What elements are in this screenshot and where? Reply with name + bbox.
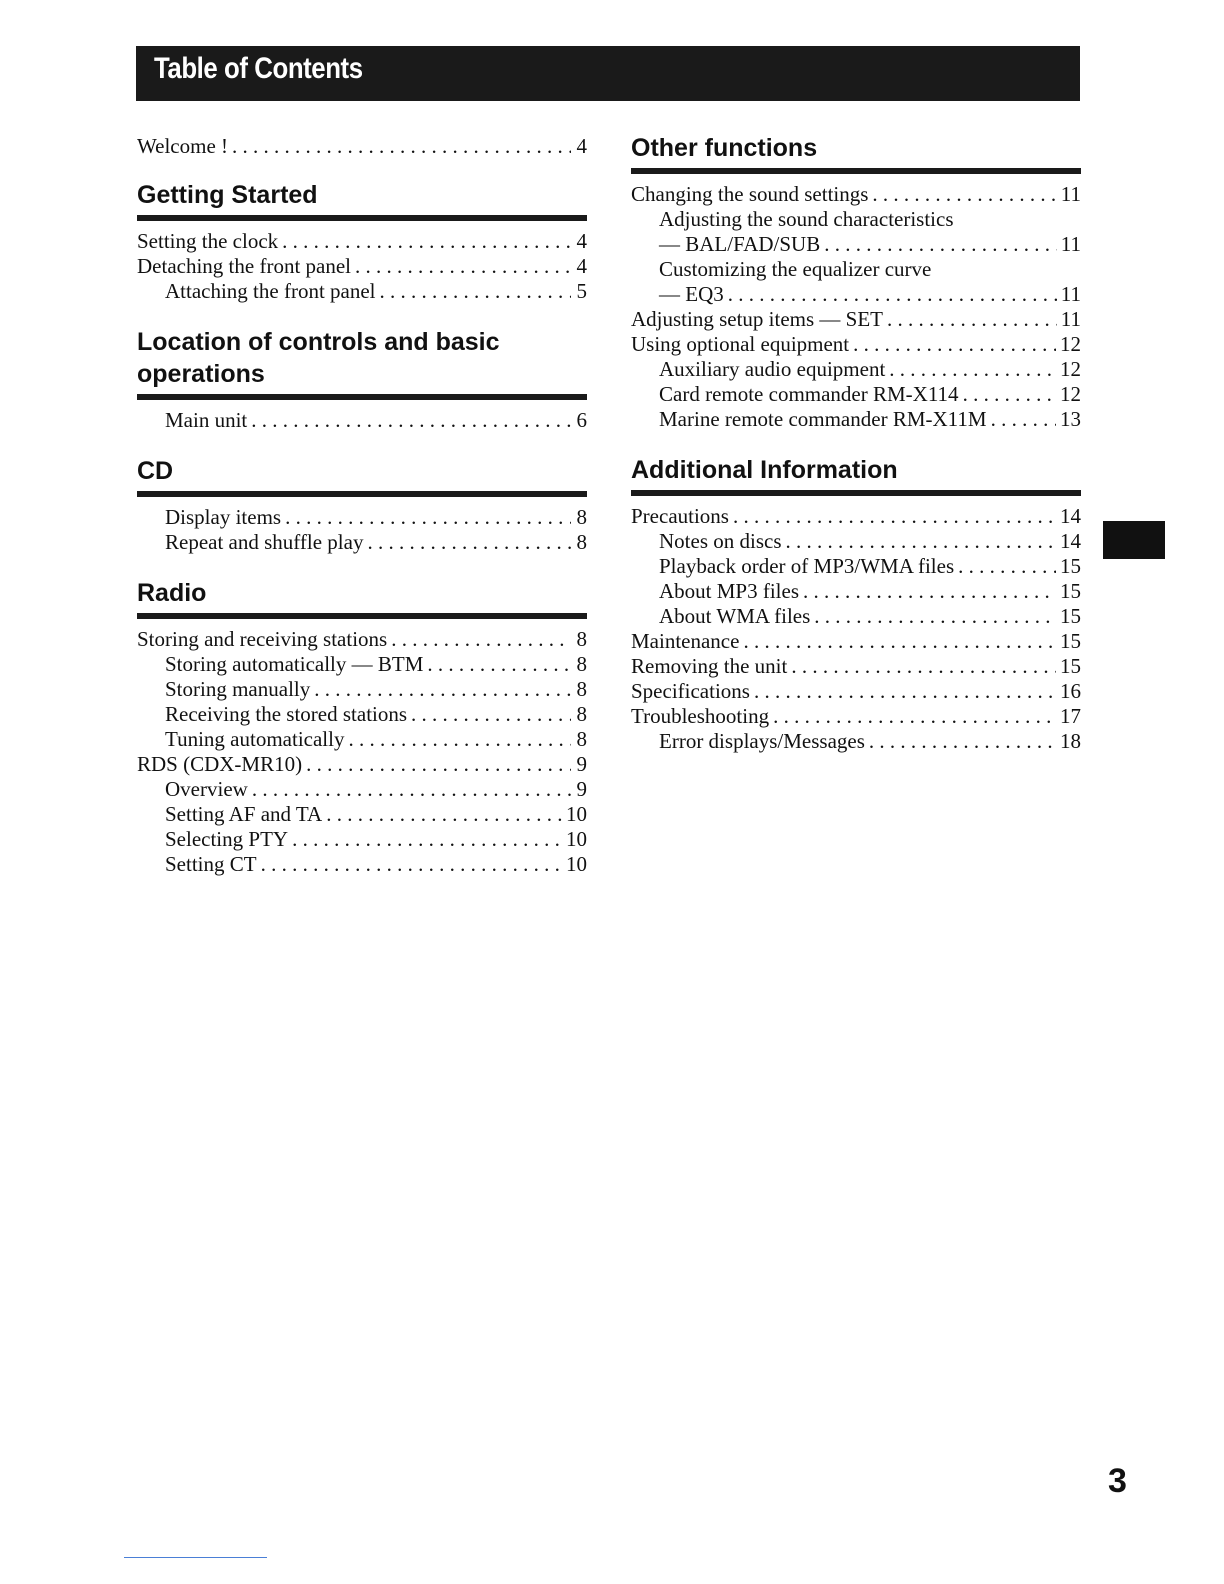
toc-entry-page: 8 (576, 652, 587, 676)
toc-entry-title: Error displays/Messages (659, 729, 865, 753)
toc-entry[interactable] (631, 182, 1081, 207)
toc-entry-page: 4 (576, 134, 587, 158)
toc-entry-title: About MP3 files (659, 579, 800, 603)
leader-dots (380, 279, 571, 304)
toc-entry[interactable] (137, 279, 587, 304)
toc-entry[interactable] (631, 357, 1081, 382)
leader-dots (773, 704, 1056, 729)
toc-entry-page: 18 (1060, 729, 1081, 753)
toc-entry-title: Display items (165, 505, 282, 529)
toc-entry-page: 14 (1060, 504, 1081, 528)
toc-right-column (631, 132, 1081, 776)
toc-entry-page: 17 (1060, 704, 1081, 728)
toc-entry[interactable] (137, 408, 587, 433)
toc-entry[interactable] (137, 752, 587, 777)
leader-dots (367, 530, 571, 555)
toc-entry-welcome[interactable] (137, 134, 587, 159)
toc-section (137, 179, 587, 304)
toc-entry[interactable] (137, 229, 587, 254)
section-heading: Additional Information (631, 454, 1081, 496)
toc-entry[interactable] (137, 652, 587, 677)
toc-entry[interactable] (137, 777, 587, 802)
toc-entry-title: — EQ3 (659, 282, 724, 306)
leader-dots (306, 752, 571, 777)
toc-entry-page: 10 (566, 852, 587, 876)
toc-section (137, 326, 587, 433)
toc-entry-title: Playback order of MP3/WMA files (659, 554, 955, 578)
leader-dots (326, 802, 562, 827)
toc-entry[interactable] (631, 554, 1081, 579)
toc-entry[interactable] (137, 677, 587, 702)
toc-entry[interactable] (137, 727, 587, 752)
toc-entry-title: — BAL/FAD/SUB (659, 232, 821, 256)
toc-entry-page: 8 (576, 702, 587, 726)
toc-entry-title: Detaching the front panel (137, 254, 351, 278)
toc-entry[interactable] (631, 679, 1081, 704)
toc-entry[interactable] (137, 852, 587, 877)
toc-entry-title: Main unit (165, 408, 248, 432)
footer-rule (124, 1557, 267, 1558)
toc-entry-title: Notes on discs (659, 529, 782, 553)
toc-entry-page: 13 (1060, 407, 1081, 431)
leader-dots (991, 407, 1056, 432)
toc-entry[interactable] (631, 207, 1081, 232)
toc-entry-page: 15 (1060, 604, 1081, 628)
leader-dots (261, 852, 562, 877)
toc-entry-title: Precautions (631, 504, 729, 528)
toc-entry-title: Adjusting the sound characteristics (659, 207, 954, 231)
section-heading: Location of controls and basic operations (137, 326, 587, 400)
toc-entry-page: 15 (1060, 654, 1081, 678)
leader-dots (743, 629, 1056, 654)
toc-entry-title: Specifications (631, 679, 750, 703)
toc-entry-page: 12 (1060, 332, 1081, 356)
leader-dots (728, 282, 1057, 307)
leader-dots (733, 504, 1056, 529)
leader-dots (824, 232, 1057, 257)
toc-entry-page: 12 (1060, 357, 1081, 381)
toc-entry-page: 10 (566, 827, 587, 851)
toc-entry-page: 8 (576, 505, 587, 529)
leader-dots (869, 729, 1056, 754)
toc-left-column (137, 134, 587, 899)
toc-entry-title: Troubleshooting (631, 704, 770, 728)
toc-entry-title: Changing the sound settings (631, 182, 869, 206)
toc-entry-page: 12 (1060, 382, 1081, 406)
toc-entry[interactable] (631, 654, 1081, 679)
toc-entry-title: Welcome ! (137, 134, 229, 158)
toc-entry-title: Card remote commander RM-X114 (659, 382, 959, 406)
toc-entry-page: 16 (1060, 679, 1081, 703)
toc-section (137, 577, 587, 877)
toc-entry-page: 11 (1060, 232, 1081, 256)
leader-dots (232, 134, 571, 159)
toc-entry[interactable] (631, 382, 1081, 407)
leader-dots (814, 604, 1056, 629)
toc-entry-page: 5 (576, 279, 587, 303)
toc-entry-title: Attaching the front panel (165, 279, 376, 303)
toc-entry-title: Removing the unit (631, 654, 788, 678)
leader-dots (411, 702, 571, 727)
toc-entry-title: Receiving the stored stations (165, 702, 408, 726)
toc-entry-title: RDS (CDX-MR10) (137, 752, 303, 776)
toc-entry-page: 11 (1060, 182, 1081, 206)
leader-dots (872, 182, 1056, 207)
leader-dots (348, 727, 571, 752)
leader-dots (391, 627, 571, 652)
toc-section (137, 455, 587, 555)
toc-entry[interactable] (137, 802, 587, 827)
leader-dots (887, 307, 1057, 332)
toc-entry-title: Selecting PTY (165, 827, 289, 851)
toc-entry-title: Storing automatically — BTM (165, 652, 424, 676)
toc-entry-page: 8 (576, 727, 587, 751)
toc-entry-page: 8 (576, 530, 587, 554)
toc-entry-page: 9 (576, 777, 587, 801)
leader-dots (314, 677, 571, 702)
section-heading: Other functions (631, 132, 1081, 174)
toc-entry-title: Setting the clock (137, 229, 279, 253)
section-thumb-tab (1103, 521, 1165, 559)
toc-entry-page: 4 (576, 254, 587, 278)
leader-dots (427, 652, 571, 677)
leader-dots (285, 505, 571, 530)
toc-entry-page: 10 (566, 802, 587, 826)
toc-entry-page: 15 (1060, 554, 1081, 578)
toc-entry[interactable] (631, 332, 1081, 357)
section-heading: Getting Started (137, 179, 587, 221)
toc-entry-title: About WMA files (659, 604, 811, 628)
toc-entry-page: 15 (1060, 579, 1081, 603)
toc-banner (136, 46, 1080, 101)
toc-entry[interactable] (631, 504, 1081, 529)
page-number: 3 (1108, 1462, 1127, 1500)
toc-entry[interactable] (631, 282, 1081, 307)
toc-entry[interactable] (631, 232, 1081, 257)
toc-entry-page: 8 (576, 677, 587, 701)
toc-entry[interactable] (631, 604, 1081, 629)
toc-entry-title: Setting CT (165, 852, 257, 876)
toc-entry-title: Maintenance (631, 629, 740, 653)
toc-entry[interactable] (631, 729, 1081, 754)
section-heading: Radio (137, 577, 587, 619)
toc-entry-title: Storing and receiving stations (137, 627, 388, 651)
toc-entry[interactable] (137, 702, 587, 727)
leader-dots (786, 529, 1057, 554)
section-heading: CD (137, 455, 587, 497)
toc-entry-page: 14 (1060, 529, 1081, 553)
leader-dots (754, 679, 1056, 704)
toc-entry-title: Tuning automatically (165, 727, 345, 751)
toc-section (631, 454, 1081, 754)
leader-dots (803, 579, 1056, 604)
toc-section (631, 132, 1081, 432)
toc-entry-title: Repeat and shuffle play (165, 530, 364, 554)
toc-entry-page: 6 (576, 408, 587, 432)
leader-dots (282, 229, 571, 254)
toc-entry[interactable] (137, 254, 587, 279)
leader-dots (958, 554, 1056, 579)
toc-entry-page: 11 (1060, 282, 1081, 306)
toc-entry-title: Marine remote commander RM-X11M (659, 407, 987, 431)
toc-entry-title: Overview (165, 777, 248, 801)
toc-entry-title: Adjusting setup items — SET (631, 307, 883, 331)
toc-entry-page: 4 (576, 229, 587, 253)
toc-entry[interactable] (137, 827, 587, 852)
toc-entry-title: Storing manually (165, 677, 311, 701)
toc-entry-page: 8 (576, 627, 587, 651)
toc-entry[interactable] (137, 505, 587, 530)
leader-dots (355, 254, 571, 279)
toc-entry[interactable] (137, 530, 587, 555)
leader-dots (292, 827, 562, 852)
toc-entry[interactable] (631, 704, 1081, 729)
toc-entry-title: Setting AF and TA (165, 802, 323, 826)
toc-entry-page: 15 (1060, 629, 1081, 653)
toc-entry[interactable] (631, 529, 1081, 554)
toc-entry[interactable] (631, 407, 1081, 432)
toc-entry-page: 11 (1060, 307, 1081, 331)
leader-dots (252, 777, 571, 802)
toc-entry[interactable] (631, 579, 1081, 604)
leader-dots (889, 357, 1056, 382)
toc-entry-title: Customizing the equalizer curve (659, 257, 932, 281)
toc-entry-title: Using optional equipment (631, 332, 850, 356)
leader-dots (791, 654, 1056, 679)
toc-entry[interactable] (631, 257, 1081, 282)
toc-entry[interactable] (631, 629, 1081, 654)
leader-dots (963, 382, 1056, 407)
leader-dots (853, 332, 1056, 357)
toc-entry-page: 9 (576, 752, 587, 776)
toc-entry[interactable] (631, 307, 1081, 332)
page-title: Table of Contents (154, 52, 363, 85)
toc-entry-title: Auxiliary audio equipment (659, 357, 886, 381)
toc-entry[interactable] (137, 627, 587, 652)
leader-dots (251, 408, 571, 433)
